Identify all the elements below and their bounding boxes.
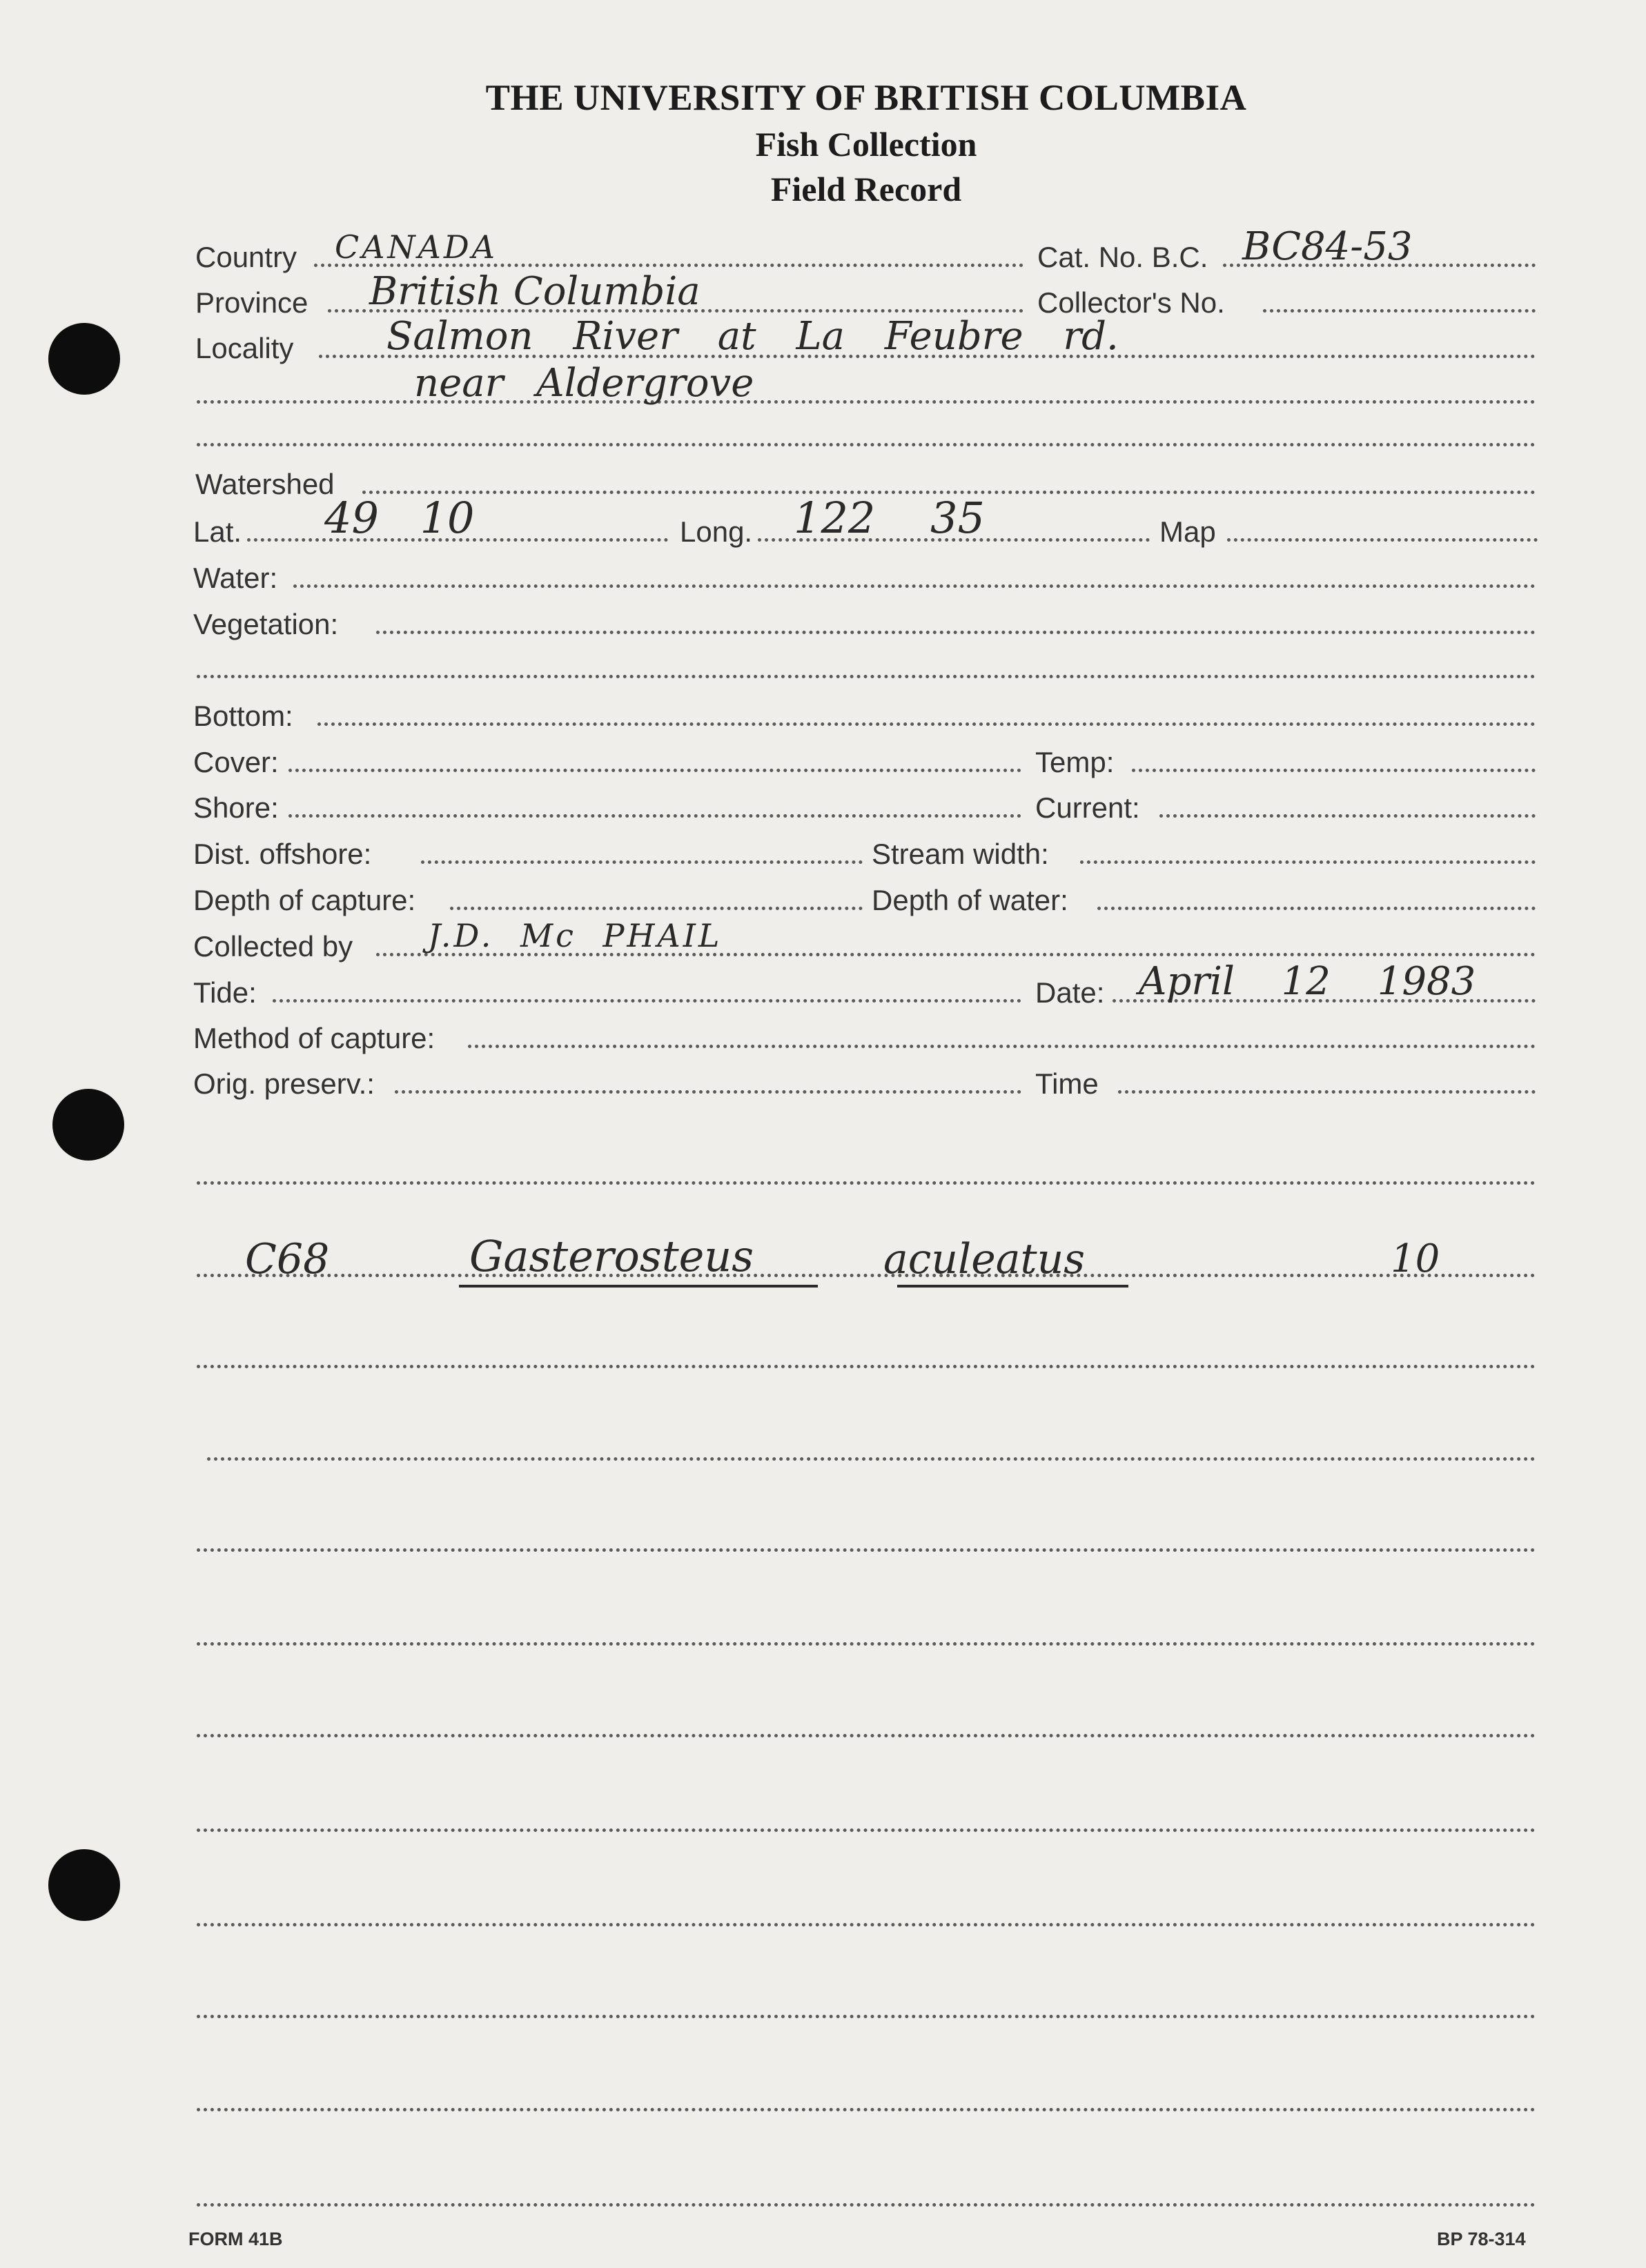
map-line (1227, 538, 1538, 542)
notes-line-6 (197, 1734, 1536, 1737)
tide-label: Tide: (193, 976, 257, 1009)
vegetation-line (376, 631, 1536, 634)
depth-water-line (1097, 907, 1536, 910)
species-underline (897, 1285, 1128, 1288)
water-line (293, 584, 1536, 588)
specimen-code: C68 (245, 1235, 330, 1283)
specimen-species: aculeatus (883, 1235, 1086, 1283)
temp-label: Temp: (1035, 746, 1115, 778)
time-line (1118, 1090, 1536, 1094)
country-value: CANADA (335, 228, 498, 266)
binder-hole-bottom (48, 1849, 120, 1921)
lat-value: 49 10 (324, 493, 475, 543)
watershed-label: Watershed (195, 468, 335, 500)
locality-label: Locality (195, 332, 294, 364)
vegetation-line-2 (197, 675, 1536, 678)
temp-line (1132, 769, 1536, 772)
notes-line-10 (197, 2108, 1536, 2111)
collection-title: Fish Collection (755, 125, 977, 164)
depth-capture-label: Depth of capture: (193, 884, 416, 916)
notes-line-8 (197, 1923, 1536, 1926)
method-label: Method of capture: (193, 1022, 435, 1054)
stream-width-line (1080, 860, 1536, 864)
province-value: British Columbia (369, 269, 700, 314)
form-title: Field Record (770, 170, 962, 208)
print-code: BP 78-314 (1437, 2229, 1526, 2249)
locality-value-2: near Aldergrove (414, 361, 754, 406)
depth-capture-line (450, 907, 863, 910)
date-label: Date: (1035, 976, 1105, 1009)
binder-hole-top (48, 323, 120, 395)
water-label: Water: (193, 562, 278, 594)
shore-label: Shore: (193, 791, 279, 824)
notes-line-5 (197, 1642, 1536, 1646)
lat-label: Lat. (193, 515, 242, 548)
stream-width-label: Stream width: (872, 838, 1049, 870)
collected-by-value: J.D. Mc PHAIL (428, 917, 723, 954)
orig-preserv-label: Orig. preserv.: (193, 1067, 375, 1100)
notes-line-11 (197, 2203, 1536, 2207)
collectors-no-label: Collector's No. (1037, 286, 1225, 319)
method-line (468, 1045, 1536, 1048)
dist-offshore-line (421, 860, 863, 864)
notes-line-4 (197, 1548, 1536, 1552)
tide-line (273, 999, 1021, 1003)
notes-line-7 (197, 1828, 1536, 1832)
bottom-line (317, 722, 1536, 726)
collected-by-label: Collected by (193, 930, 353, 963)
form-number: FORM 41B (188, 2229, 283, 2249)
depth-water-label: Depth of water: (872, 884, 1068, 916)
current-label: Current: (1035, 791, 1140, 824)
notes-line-3 (207, 1457, 1536, 1461)
cat-no-label: Cat. No. B.C. (1037, 241, 1208, 273)
notes-line-1 (197, 1181, 1536, 1185)
cover-line (288, 769, 1021, 772)
time-label: Time (1035, 1067, 1099, 1100)
date-value: April 12 1983 (1139, 959, 1476, 1004)
orig-preserv-line (395, 1090, 1021, 1094)
long-value: 122 35 (794, 493, 985, 543)
map-label: Map (1159, 515, 1216, 548)
institution-title: THE UNIVERSITY OF BRITISH COLUMBIA (485, 78, 1247, 118)
cat-no-value: BC84-53 (1242, 224, 1413, 269)
locality-line-3 (197, 443, 1536, 446)
current-line (1159, 814, 1536, 818)
country-label: Country (195, 241, 297, 273)
specimen-count: 10 (1391, 1236, 1440, 1281)
long-label: Long. (680, 515, 753, 548)
specimen-line (197, 1274, 1536, 1277)
dist-offshore-label: Dist. offshore: (193, 838, 372, 870)
genus-underline (459, 1285, 818, 1288)
province-label: Province (195, 286, 308, 319)
notes-line-2 (197, 1365, 1536, 1368)
collectors-no-line (1263, 309, 1536, 313)
locality-value: Salmon River at La Feubre rd. (386, 314, 1119, 359)
vegetation-label: Vegetation: (193, 608, 339, 640)
locality-line-2 (197, 400, 1536, 404)
binder-hole-middle (52, 1089, 124, 1161)
cover-label: Cover: (193, 746, 279, 778)
bottom-label: Bottom: (193, 700, 293, 732)
specimen-genus: Gasterosteus (469, 1231, 754, 1281)
shore-line (288, 814, 1021, 818)
notes-line-9 (197, 2015, 1536, 2018)
